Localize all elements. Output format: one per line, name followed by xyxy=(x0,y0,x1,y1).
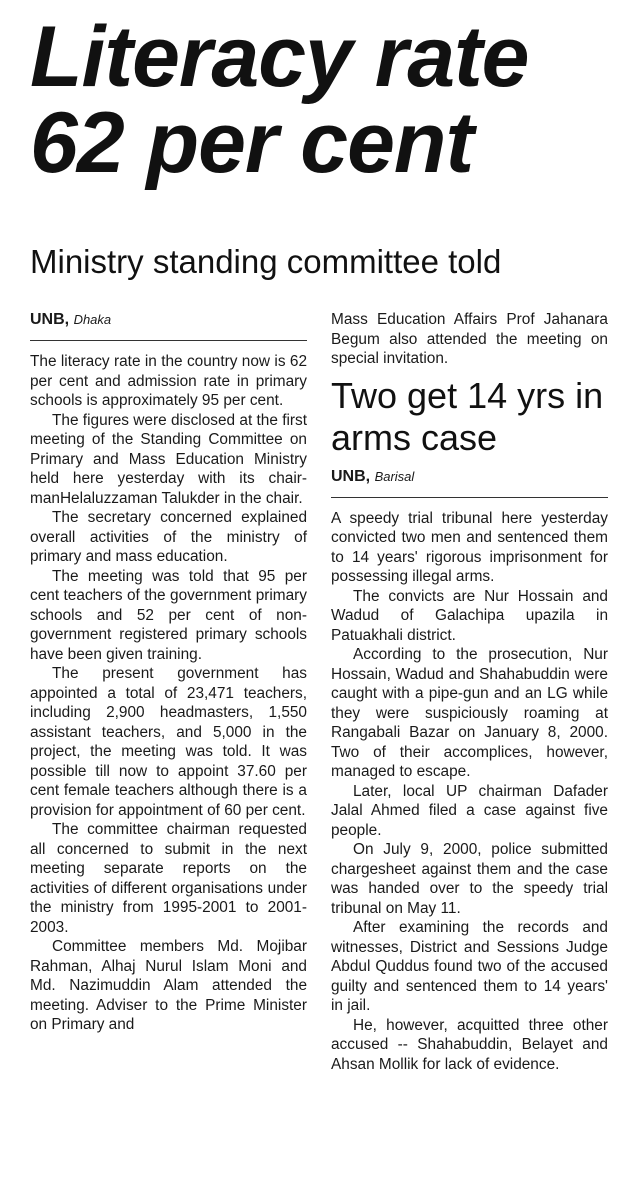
second-paragraph-1: A speedy trial tribunal here yesterday convicted two men and sentenced them to 14 years' rigorous imprisonment for possessing illegal arms. xyxy=(331,509,608,585)
main-paragraph-3: The secretary concerned explained overall activities of the ministry of primary and mass education. xyxy=(30,509,307,565)
second-story-body xyxy=(331,509,608,1075)
second-paragraph-4: Later, local UP chairman Dafader Jalal Ahmed filed a case against five people. xyxy=(331,782,608,839)
second-headline: Two get 14 yrs in arms case xyxy=(331,374,604,458)
main-headline xyxy=(30,9,610,191)
main-headline-line-1: Literacy rate xyxy=(30,9,529,105)
main-story-continuation xyxy=(331,310,608,369)
main-headline-line-2: 62 per cent xyxy=(30,95,474,191)
main-paragraph-1: The literacy rate in the country now is 62 per cent and admission rate in primary schools is approximately 95 per cent. xyxy=(30,353,307,409)
main-paragraph-4: The meeting was told that 95 per cent teachers of the government primary schools and 52 per cent of non-government registered primary schools have been given training. xyxy=(30,567,307,663)
second-paragraph-6: After examining the records and witnesses, District and Sessions Judge Abdul Quddus found two of the accused guilty and sentenced them to 14 years' in jail. xyxy=(331,919,608,1014)
right-column xyxy=(331,310,608,1074)
main-paragraph-5: The present government has appointed a total of 23,471 teachers, including 2,900 headmasters, 1,550 assistant teachers, and 5,000 in the project, the meeting was told. It was possible till now to appoint 37.60 per cent female teachers although there is a provision for appointment of 60 per cent. xyxy=(30,665,307,819)
main-continuation-paragraph: Mass Education Affairs Prof Jahanara Begum also attended the meeting on special invitation. xyxy=(331,311,608,367)
second-paragraph-7: He, however, acquitted three other accused -- Shahabuddin, Belayet and Ahsan Mollik for lack of evidence. xyxy=(331,1016,608,1073)
second-location: Barisal xyxy=(374,468,415,484)
left-column xyxy=(30,310,307,1035)
main-paragraph-2: The figures were disclosed at the first meeting of the Standing Committee on Primary and Mass Education Ministry held here yesterday with its chair-manHelaluzzaman Talukder in the chair. xyxy=(30,411,307,507)
second-dateline xyxy=(331,467,608,498)
second-paragraph-5: On July 9, 2000, police submitted chargesheet against them and the case was handed over to the speedy trial tribunal on May 11. xyxy=(331,841,608,917)
main-source: UNB, xyxy=(30,311,70,328)
second-paragraph-3: According to the prosecution, Nur Hossain, Wadud and Shahabuddin were caught with a pipe-gun and an LG while they were suspiciously roaming at Rangabali Bazar on January 8, 2000. Two of their accomplices, however, managed to escape. xyxy=(331,646,608,780)
second-source: UNB, xyxy=(331,467,371,485)
main-dateline xyxy=(30,310,307,341)
main-story-body xyxy=(30,352,307,1035)
main-location: Dhaka xyxy=(73,312,112,327)
main-paragraph-7: Committee members Md. Mojibar Rahman, Alhaj Nurul Islam Moni and Md. Nazimuddin Alam attended the meeting. Adviser to the Prime Minister on Primary and xyxy=(30,938,307,1033)
main-subheadline: Ministry standing committee told xyxy=(30,243,502,280)
second-paragraph-2: The convicts are Nur Hossain and Wadud of Galachipa upazila in Patuakhali district. xyxy=(331,587,608,644)
main-paragraph-6: The committee chairman requested all concerned to submit in the next meeting separate reports on the activities of different organisations under the ministry from 1995-2001 to 2001-2003. xyxy=(30,821,307,936)
